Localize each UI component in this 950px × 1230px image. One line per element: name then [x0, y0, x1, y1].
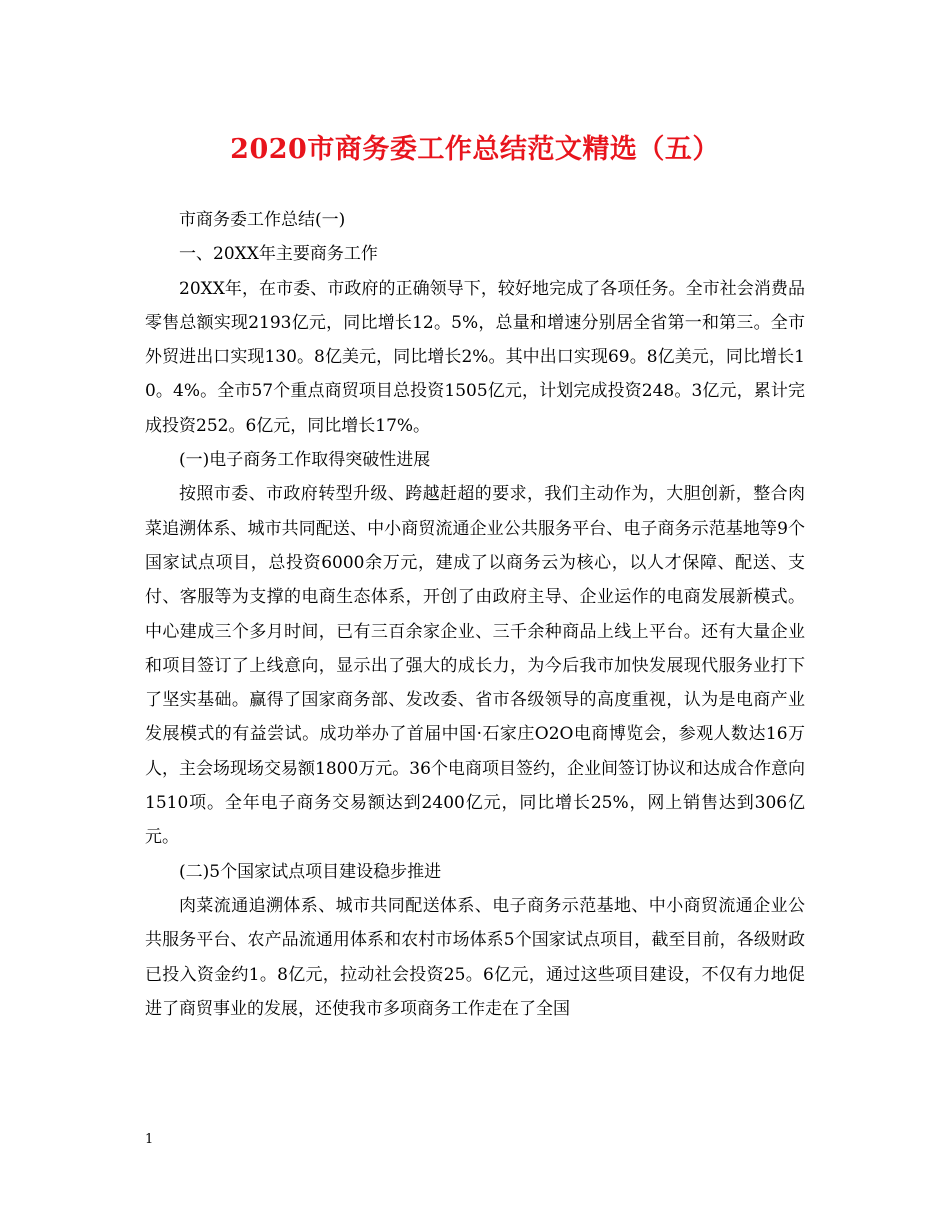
subsection-heading: (一)电子商务工作取得突破性进展 — [179, 450, 431, 471]
page-number: 1 — [145, 1132, 154, 1147]
section-heading: 市商务委工作总结(一) — [179, 210, 346, 230]
body-paragraph: 肉菜流通追溯体系、城市共同配送体系、电子商务示范基地、中小商贸流通企业公共服务平台、农产品流通用体系和农村市场体系5个国家试点项目，截至目前，各级财政已投入资金约1。8亿元，拉动社会投资25。6亿元，通过这些项目建设，不仅有力地促进了商贸事业的发展，还使我市多项商务工作走在了全国 — [145, 895, 805, 1019]
subsection-heading: 一、20XX年主要商务工作 — [179, 244, 378, 265]
body-paragraph: 按照市委、市政府转型升级、跨越赶超的要求，我们主动作为，大胆创新，整合肉菜追溯体系、城市共同配送、中小商贸流通企业公共服务平台、电子商务示范基地等9个国家试点项目，总投资6000余万元，建成了以商务云为核心，以人才保障、配送、支付、客服等为支撑的电商生态体系，开创了由政府主导、企业运作的电商发展新模式。中心建成三个多月时间，已有三百余家企业、三千余种商品上线上平台。还有大量企业和项目签订了上线意向，显示出了强大的成长力，为今后我市加快发展现代服务业打下了坚实基础。赢得了国家商务部、发改委、省市各级领导的高度重视，认为是电商产业发展模式的有益尝试。成功举办了首届中国·石家庄O2O电商博览会，参观人数达16万人，主会场现场交易额1800万元。36个电商项目签约，企业间签订协议和达成合作意向1510项。全年电子商务交易额达到2400亿元，同比增长25%，网上销售达到306亿元。 — [145, 484, 805, 848]
document-body — [145, 203, 805, 1026]
document-title: 2020市商务委工作总结范文精选（五） — [230, 134, 720, 165]
body-paragraph: 20XX年，在市委、市政府的正确领导下，较好地完成了各项任务。全市社会消费品零售总额实现2193亿元，同比增长12。5%，总量和增速分别居全省第一和第三。全市外贸进出口实现130。8亿美元，同比增长2%。其中出口实现69。8亿美元，同比增长10。4%。全市57个重点商贸项目总投资1505亿元，计划完成投资248。3亿元，累计完成投资252。6亿元，同比增长17%。 — [145, 278, 805, 436]
subsection-heading: (二)5个国家试点项目建设稳步推进 — [179, 861, 442, 882]
